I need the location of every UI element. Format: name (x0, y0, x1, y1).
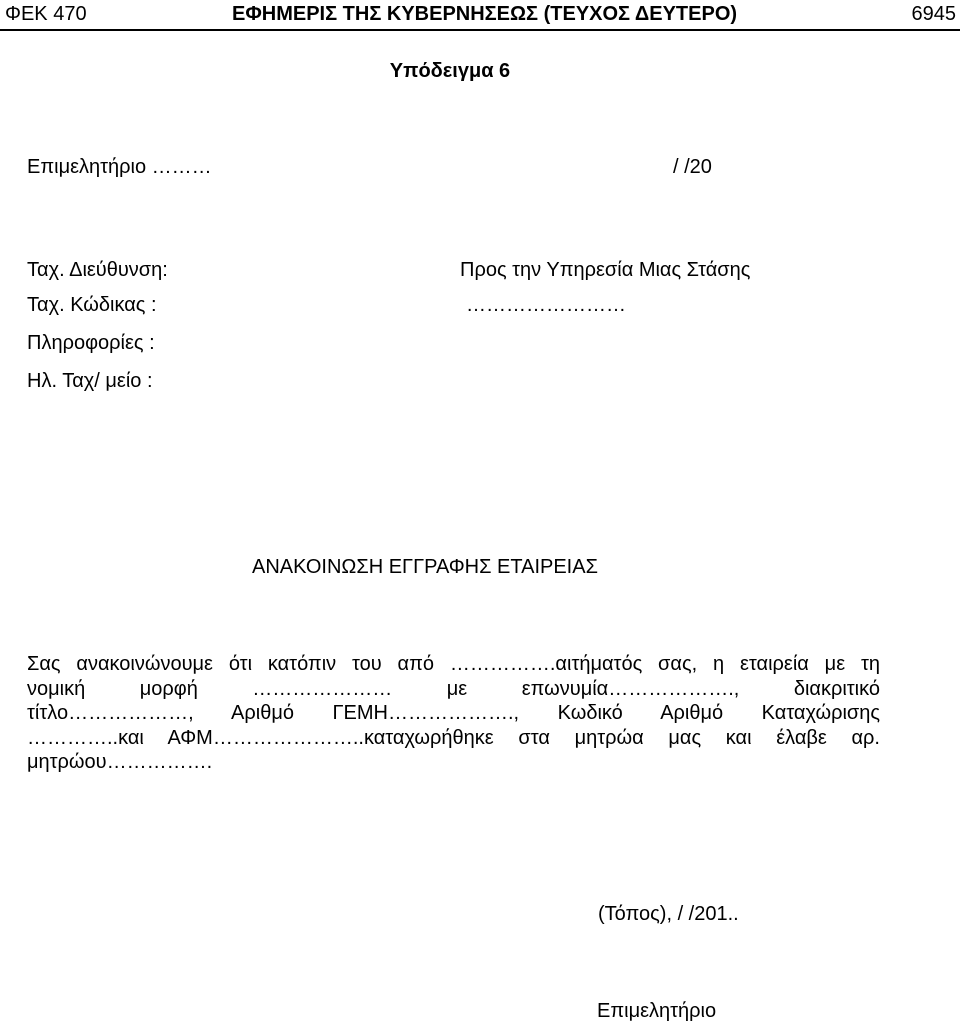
paragraph-line: νομική μορφή ………………… με επωνυμία………………., διακριτικό (27, 677, 880, 700)
template-subtitle: Υπόδειγμα 6 (389, 60, 511, 82)
paragraph-line: Σας ανακοινώνουμε ότι κατόπιν του από …………….αιτήματός σας, η εταιρεία με τη (27, 653, 880, 675)
address-field-information: Πληροφορίες : (27, 332, 155, 354)
gazette-issue-number: ΦΕΚ 470 (5, 3, 87, 25)
recipient-placeholder: …………………… (466, 294, 626, 316)
announcement-title: ΑΝΑΚΟΙΝΩΣΗ ΕΓΓΡΑΦΗΣ ΕΤΑΙΡΕΙΑΣ (252, 556, 598, 578)
address-field-email: Ηλ. Ταχ/ μείο : (27, 370, 153, 392)
place-date-line: (Τόπος), / /201.. (598, 903, 739, 925)
document-date: / /20 (673, 156, 712, 178)
announcement-paragraph (27, 652, 880, 775)
address-field-postal-address: Ταχ. Διεύθυνση: (27, 259, 168, 281)
paragraph-line: …………..και ΑΦΜ…………………..καταχωρήθηκε στα μητρώα μας και έλαβε αρ. (27, 726, 880, 749)
header-divider (0, 29, 960, 31)
address-field-postal-code: Ταχ. Κώδικας : (27, 294, 157, 316)
paragraph-line: τίτλο………………, Αριθμό ΓΕΜΗ………………., Κωδικό Αριθμό Καταχώρισης (27, 702, 880, 725)
signature-office: Επιμελητήριο (597, 1000, 717, 1022)
gazette-title: ΕΦΗΜΕΡΙΣ ΤΗΣ ΚΥΒΕΡΝΗΣΕΩΣ (ΤΕΥΧΟΣ ΔΕΥΤΕΡΟ) (232, 3, 738, 25)
chamber-office-line: Επιμελητήριο ……… (27, 156, 212, 178)
paragraph-line: μητρώου……………. (27, 751, 213, 774)
recipient-line: Προς την Υπηρεσία Μιας Στάσης (460, 259, 751, 281)
page-number: 6945 (911, 3, 956, 25)
